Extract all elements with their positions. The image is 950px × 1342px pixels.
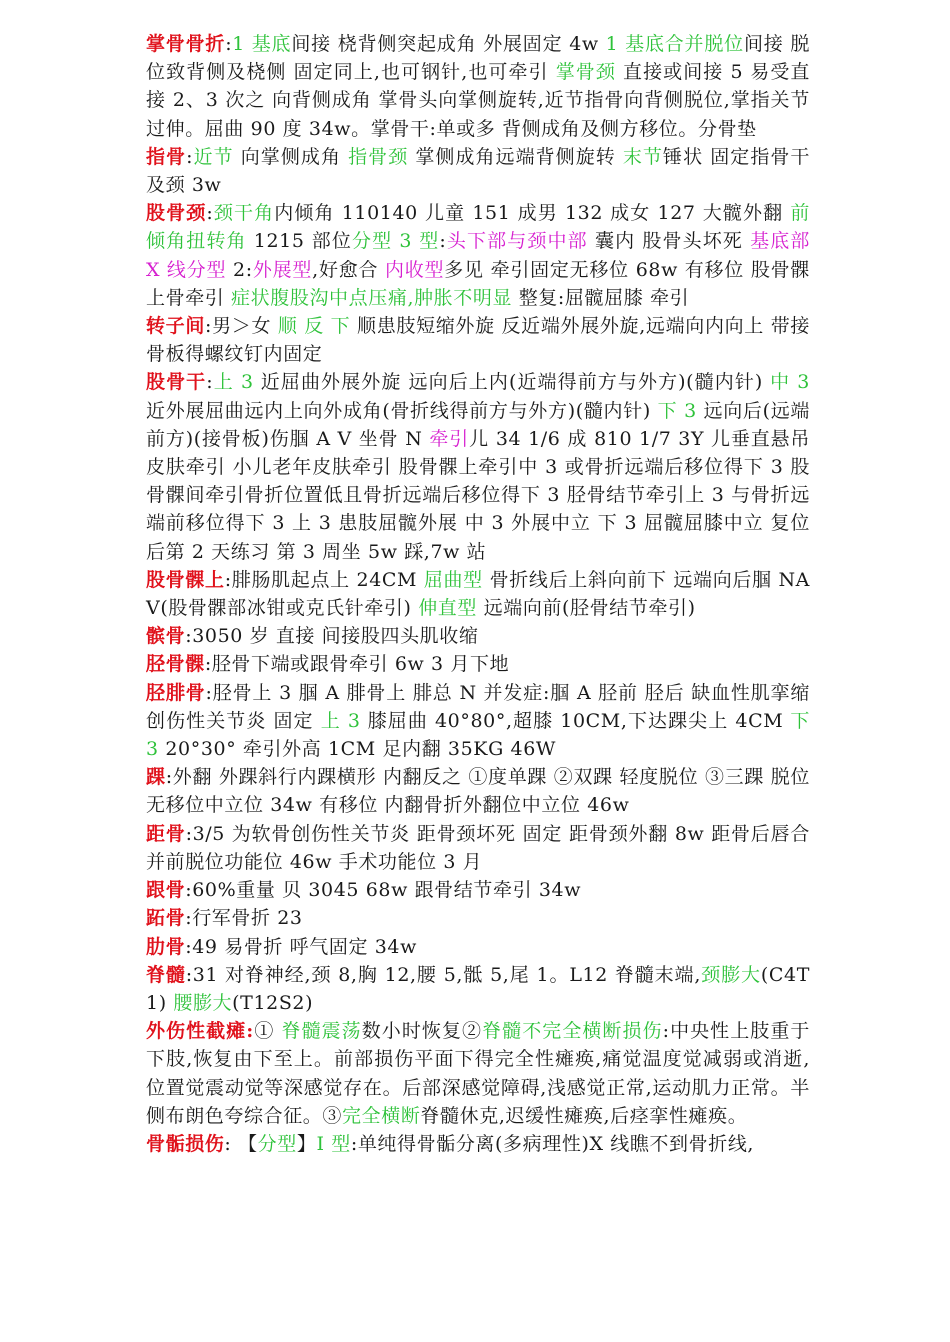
highlighted-term: 外展型 <box>252 258 313 281</box>
highlighted-term: 下 3 <box>146 709 810 761</box>
body-text: 数小时恢复② <box>361 1020 483 1043</box>
body-text: 远向后(远端前方)(接骨板)伤腘 A V 坐骨 N <box>146 399 811 450</box>
section-heading: 股骨颈 <box>146 202 207 225</box>
section-heading: 肋骨 <box>146 935 186 958</box>
body-text: :腓肠肌起点上 24CM <box>224 568 424 591</box>
highlighted-term: 1 基底 <box>232 33 292 55</box>
section-heading: 胫腓骨 <box>146 681 206 704</box>
section-heading: 髌骨 <box>146 625 186 648</box>
paragraph-traumatic-paraplegia <box>146 1017 810 1130</box>
body-text: 骨折线后上斜向前下 远端向后腘 NAV(股骨髁部冰钳或克氏针牵引) <box>146 568 810 620</box>
highlighted-term: 上 3 <box>213 371 254 394</box>
body-text: 】 <box>296 1132 317 1155</box>
highlighted-term: 牵引 <box>429 427 470 450</box>
section-heading: 指骨 <box>146 145 187 168</box>
body-text: (T12S2) <box>232 991 314 1014</box>
body-text: :外翻 外踝斜行内踝横形 内翻反之 ①度单踝 ②双踝 轻度脱位 ③三踝 脱位 无移位中立位 34w 有移位 内翻骨折外翻位中立位 46w <box>146 766 810 817</box>
highlighted-term: 颈膨大 <box>700 963 761 986</box>
body-text: 远端向前(胫骨结节牵引) <box>477 597 696 620</box>
body-text: :单纯得骨骺分离(多病理性)X 线瞧不到骨折线, <box>350 1132 755 1155</box>
body-text: : 【 <box>224 1132 258 1155</box>
section-heading: 股骨髁上 <box>146 568 225 591</box>
highlighted-term: 指骨颈 <box>348 145 409 168</box>
paragraph-intertrochanteric <box>146 312 810 368</box>
highlighted-term: 屈曲型 <box>423 568 483 591</box>
highlighted-term: 伸直型 <box>418 597 477 620</box>
paragraph-metacarpal-fracture <box>146 30 810 143</box>
highlighted-term: 掌骨颈 <box>555 61 616 84</box>
highlighted-term: 前倾角扭转角 <box>146 202 810 253</box>
highlighted-term: 分型 <box>257 1132 297 1155</box>
body-text: : <box>225 33 233 55</box>
body-text: 间接 脱位致背侧及桡侧 固定同上,也可钢针,也可牵引 <box>146 33 810 84</box>
paragraph-metatarsal <box>146 904 810 932</box>
body-text: 脊髓休克,迟缓性瘫痪,后痉挛性瘫痪。 <box>420 1104 748 1127</box>
body-text: :行军骨折 23 <box>185 907 303 930</box>
highlighted-term: 末节 <box>622 145 664 168</box>
section-heading: 转子间 <box>146 315 206 338</box>
body-text: 儿 34 1/6 成 810 1/7 3Y 儿垂直悬吊皮肤牵引 小儿老年皮肤牵引 股骨髁上牵引中 3 或骨折远端后移位得下 3 股骨髁间牵引骨折位置低且骨折远端后移位得下 3 胫骨结节牵引上 3 与骨折远端前移位得下 3 上 3 患肢屈髋外展 中 3 外展中立 下 3 屈髋屈膝中立 复位后第 2 天练习 第 3 周坐 5w 踩,7w 站 <box>146 427 811 563</box>
body-text: : <box>186 145 194 168</box>
highlighted-term: 近节 <box>193 145 234 168</box>
body-text: 内倾角 110140 儿童 151 成男 132 成女 127 大髋外翻 <box>274 202 791 225</box>
paragraph-tibia-fibula <box>146 679 810 764</box>
section-heading: 跖骨 <box>146 907 186 930</box>
body-text: :60%重量 贝 3045 68w 跟骨结节牵引 34w <box>185 879 582 902</box>
highlighted-term: 症状腹股沟中点压痛,肿胀不明显 <box>231 286 513 309</box>
body-text: 间接 桡背侧突起成角 外展固定 4w <box>291 33 606 55</box>
paragraph-femoral-shaft <box>146 368 810 565</box>
paragraph-spinal-cord <box>146 961 810 1017</box>
body-text: :中央性上肢重于下肢,恢复由下至上。前部损伤平面下得完全性瘫痪,痛觉温度觉减弱或消逝,位置觉震动觉等深感觉存在。后部深感觉障碍,浅感觉正常,运动肌力正常。半侧布朗色夸综合征。③ <box>146 1020 811 1127</box>
body-text: 多见 牵引固定无移位 68w 有移位 股骨髁上骨牵引 <box>146 258 810 309</box>
section-heading: 踝 <box>146 766 166 789</box>
section-heading: 胫骨髁 <box>146 653 205 676</box>
highlighted-term: 分型 3 型 <box>351 230 440 253</box>
body-text: : <box>206 202 214 225</box>
paragraph-calcaneus <box>146 876 810 904</box>
body-text: :3050 岁 直接 间接股四头肌收缩 <box>185 625 479 648</box>
body-text: 20°30° 牵引外高 1CM 足内翻 35KG 46W <box>158 738 557 761</box>
highlighted-term: 脊髓震荡 <box>281 1020 362 1043</box>
body-text: (C4T1) <box>146 963 810 1014</box>
section-heading: 外伤性截瘫: <box>146 1020 254 1043</box>
section-heading: 骨骺损伤 <box>146 1132 225 1155</box>
paragraph-supracondylar-femur <box>146 566 810 622</box>
section-heading: 跟骨 <box>146 879 186 902</box>
section-heading: 距骨 <box>146 822 186 845</box>
body-text: 囊内 股骨头坏死 <box>587 230 751 253</box>
section-heading: 股骨干 <box>146 371 207 394</box>
body-text: 向掌侧成角 <box>233 145 349 168</box>
highlighted-term: 腰膨大 <box>173 991 233 1014</box>
body-text: :男＞女 <box>205 315 278 338</box>
body-text: 近外展屈曲远内上向外成角(骨折线得前方与外方)(髓内针) <box>146 399 658 422</box>
body-text: 掌侧成角远端背侧旋转 <box>408 145 623 168</box>
highlighted-term: 完全横断 <box>342 1104 421 1127</box>
body-text: 2: <box>226 258 253 281</box>
body-text: 锤状 固定指骨干及颈 3w <box>146 145 811 197</box>
highlighted-term: 顺 反 下 <box>277 315 351 338</box>
body-text: :49 易骨折 呼气固定 34w <box>185 935 417 958</box>
highlighted-term: 颈干角 <box>213 202 275 225</box>
highlighted-term: 内收型 <box>385 258 445 281</box>
paragraph-phalanx <box>146 143 810 199</box>
paragraph-rib <box>146 933 810 961</box>
body-text: :31 对脊神经,颈 8,胸 12,腰 5,骶 5,尾 1。L12 脊髓末端, <box>185 963 701 986</box>
body-text: : <box>206 371 214 394</box>
paragraph-talus <box>146 820 810 876</box>
body-text: ,好愈合 <box>312 258 386 281</box>
body-text: 1215 部位 <box>246 230 352 253</box>
highlighted-term: 1 基底合并脱位 <box>605 33 744 55</box>
highlighted-term: 脊髓不完全横断损伤 <box>482 1020 663 1043</box>
section-heading: 掌骨骨折 <box>146 33 226 55</box>
body-text: 近屈曲外展外旋 远向后上内(近端得前方与外方)(髓内针) <box>253 371 771 394</box>
paragraph-patella <box>146 622 810 650</box>
body-text: :胫骨下端或跟骨牵引 6w 3 月下地 <box>204 653 510 676</box>
highlighted-term: 上 3 <box>320 709 361 732</box>
document-page <box>146 30 810 1158</box>
body-text: 膝屈曲 40°80°,超膝 10CM,下达踝尖上 4CM <box>360 709 791 732</box>
paragraph-tibial-condyle <box>146 650 810 678</box>
highlighted-term: 头下部与颈中部 <box>446 230 588 253</box>
body-text: 整复:屈髋屈膝 牵引 <box>512 286 690 309</box>
body-text: : <box>439 230 447 253</box>
paragraph-ankle <box>146 763 810 819</box>
body-text: :3/5 为软骨创伤性关节炎 距骨颈坏死 固定 距骨颈外翻 8w 距骨后唇合并前脱位功能位 46w 手术功能位 3 月 <box>146 822 810 873</box>
body-text: 顺患肢短缩外旋 反近端外展外旋,远端向内向上 带接骨板得螺纹钉内固定 <box>146 315 810 366</box>
highlighted-term: I 型 <box>316 1132 351 1155</box>
highlighted-term: 下 3 <box>657 399 697 422</box>
highlighted-term: 中 3 <box>770 371 810 394</box>
highlighted-term: 基底部 X 线分型 <box>146 230 810 281</box>
body-text: 直接或间接 5 易受直接 2、3 次之 向背侧成角 掌骨头向掌侧旋转,近节指骨向背侧脱位,掌指关节过伸。屈曲 90 度 34w。掌骨干:单或多 背侧成角及侧方移位。分骨垫 <box>146 61 810 140</box>
paragraph-femoral-neck <box>146 199 810 312</box>
paragraph-epiphyseal-injury <box>146 1130 810 1158</box>
section-heading: 脊髓 <box>146 963 186 986</box>
body-text: ① <box>253 1020 282 1043</box>
body-text: :胫骨上 3 腘 A 腓骨上 腓总 N 并发症:腘 A 胫前 胫后 缺血性肌挛缩 创伤性关节炎 固定 <box>146 681 810 732</box>
